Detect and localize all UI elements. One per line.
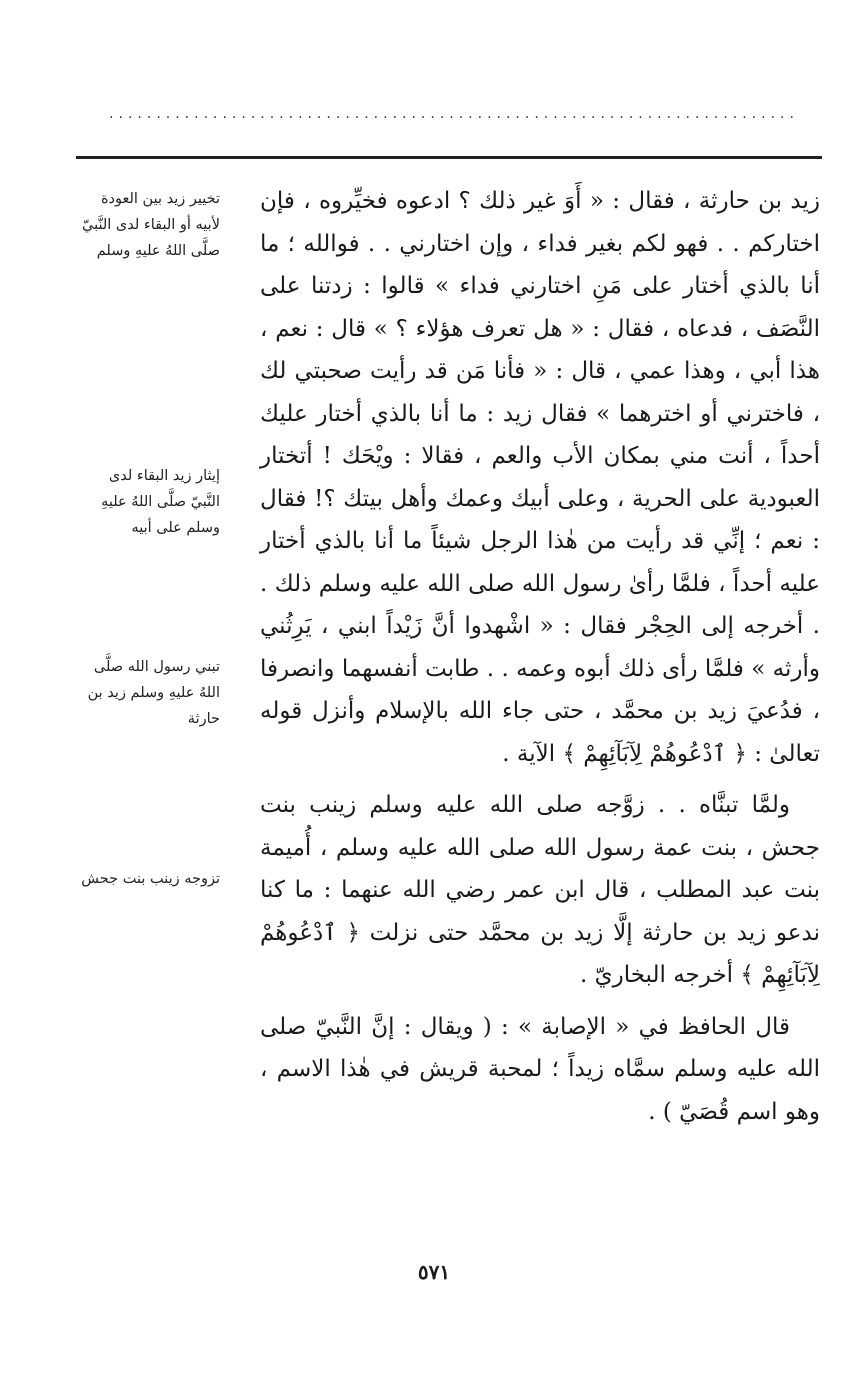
paragraph: قال الحافظ في « الإصابة » : ( ويقال : إنَّ النَّبيّ صلى الله عليه وسلم سمَّاه زيداً ؛ لمحبة قريش في هٰذا الاسم ، وهو اسم قُصَيّ ) . (260, 1013, 820, 1125)
main-text (260, 180, 820, 1230)
margin-note: تخيير زيد بين العودة لأبيه أو البقاء لدى النَّبيّ صلَّى اللهُ عليهِ وسلم (82, 191, 220, 259)
margin-note: تبني رسول الله صلَّى اللهُ عليهِ وسلم زيد بن حارثة (87, 659, 220, 727)
header-rule (76, 156, 822, 159)
paragraph: زيد بن حارثة ، فقال : « أَوَ غير ذلك ؟ ادعوه فخيِّروه ، فإن اختاركم . . فهو لكم بغير فداء ، وإن اختارني . . فوالله ؛ ما أنا بالذي أختار على مَنِ اختارني فداء » قالوا : زدتنا على النَّصَف ، فدعاه ، فقال : « هل تعرف هؤلاء ؟ » قال : نعم ، هذا أبي ، وهذا عمي ، قال : « فأنا مَن قد رأيت صحبتي لك ، فاخترني أو اخترهما » فقال زيد : ما أنا بالذي أختار عليك أحداً ، أنت مني بمكان الأب والعم ، فقالا : ويْحَك ! أتختار العبودية على الحرية ، وعلى أبيك وعمك وأهل بيتك ؟! فقال : نعم ؛ إنِّي قد رأيت من هٰذا الرجل شيئاً ما أنا بالذي أختار عليه أحداً ، فلمَّا رأىٰ رسول الله صلى الله عليه وسلم ذلك . . أخرجه إلى الحِجْر فقال : « اشْهدوا أنَّ زَيْداً ابني ، يَرِثُني وأرثه » فلمَّا رأى ذلك أبوه وعمه . . طابت أنفسهما وانصرفا ، فدُعيَ زيد بن محمَّد ، حتى جاء الله بالإسلام وأنزل قوله تعالىٰ : ﴿ ٱدْعُوهُمْ لِآبَآئِهِمْ ﴾ الآية . (260, 188, 820, 767)
margin-note: إيثار زيد البقاء لدى النَّبيّ صلَّى اللهُ عليهِ وسلم على أبيه (101, 468, 220, 536)
header-dotted-line: ......................................................................... (109, 106, 799, 122)
page-number: ٥٧١ (417, 1260, 451, 1284)
margin-note: تزوجه زينب بنت جحش (81, 871, 220, 887)
paragraph: ولمَّا تبنَّاه . . زوَّجه صلى الله عليه وسلم زينب بنت جحش ، بنت عمة رسول الله صلى الله عليه وسلم ، أُميمة بنت عبد المطلب ، قال ابن عمر رضي الله عنهما : ما كنا ندعو زيد بن حارثة إلَّا زيد بن محمَّد حتى نزلت ﴿ ٱدْعُوهُمْ لِآبَآئِهِمْ ﴾ أخرجه البخاريّ . (260, 792, 820, 988)
